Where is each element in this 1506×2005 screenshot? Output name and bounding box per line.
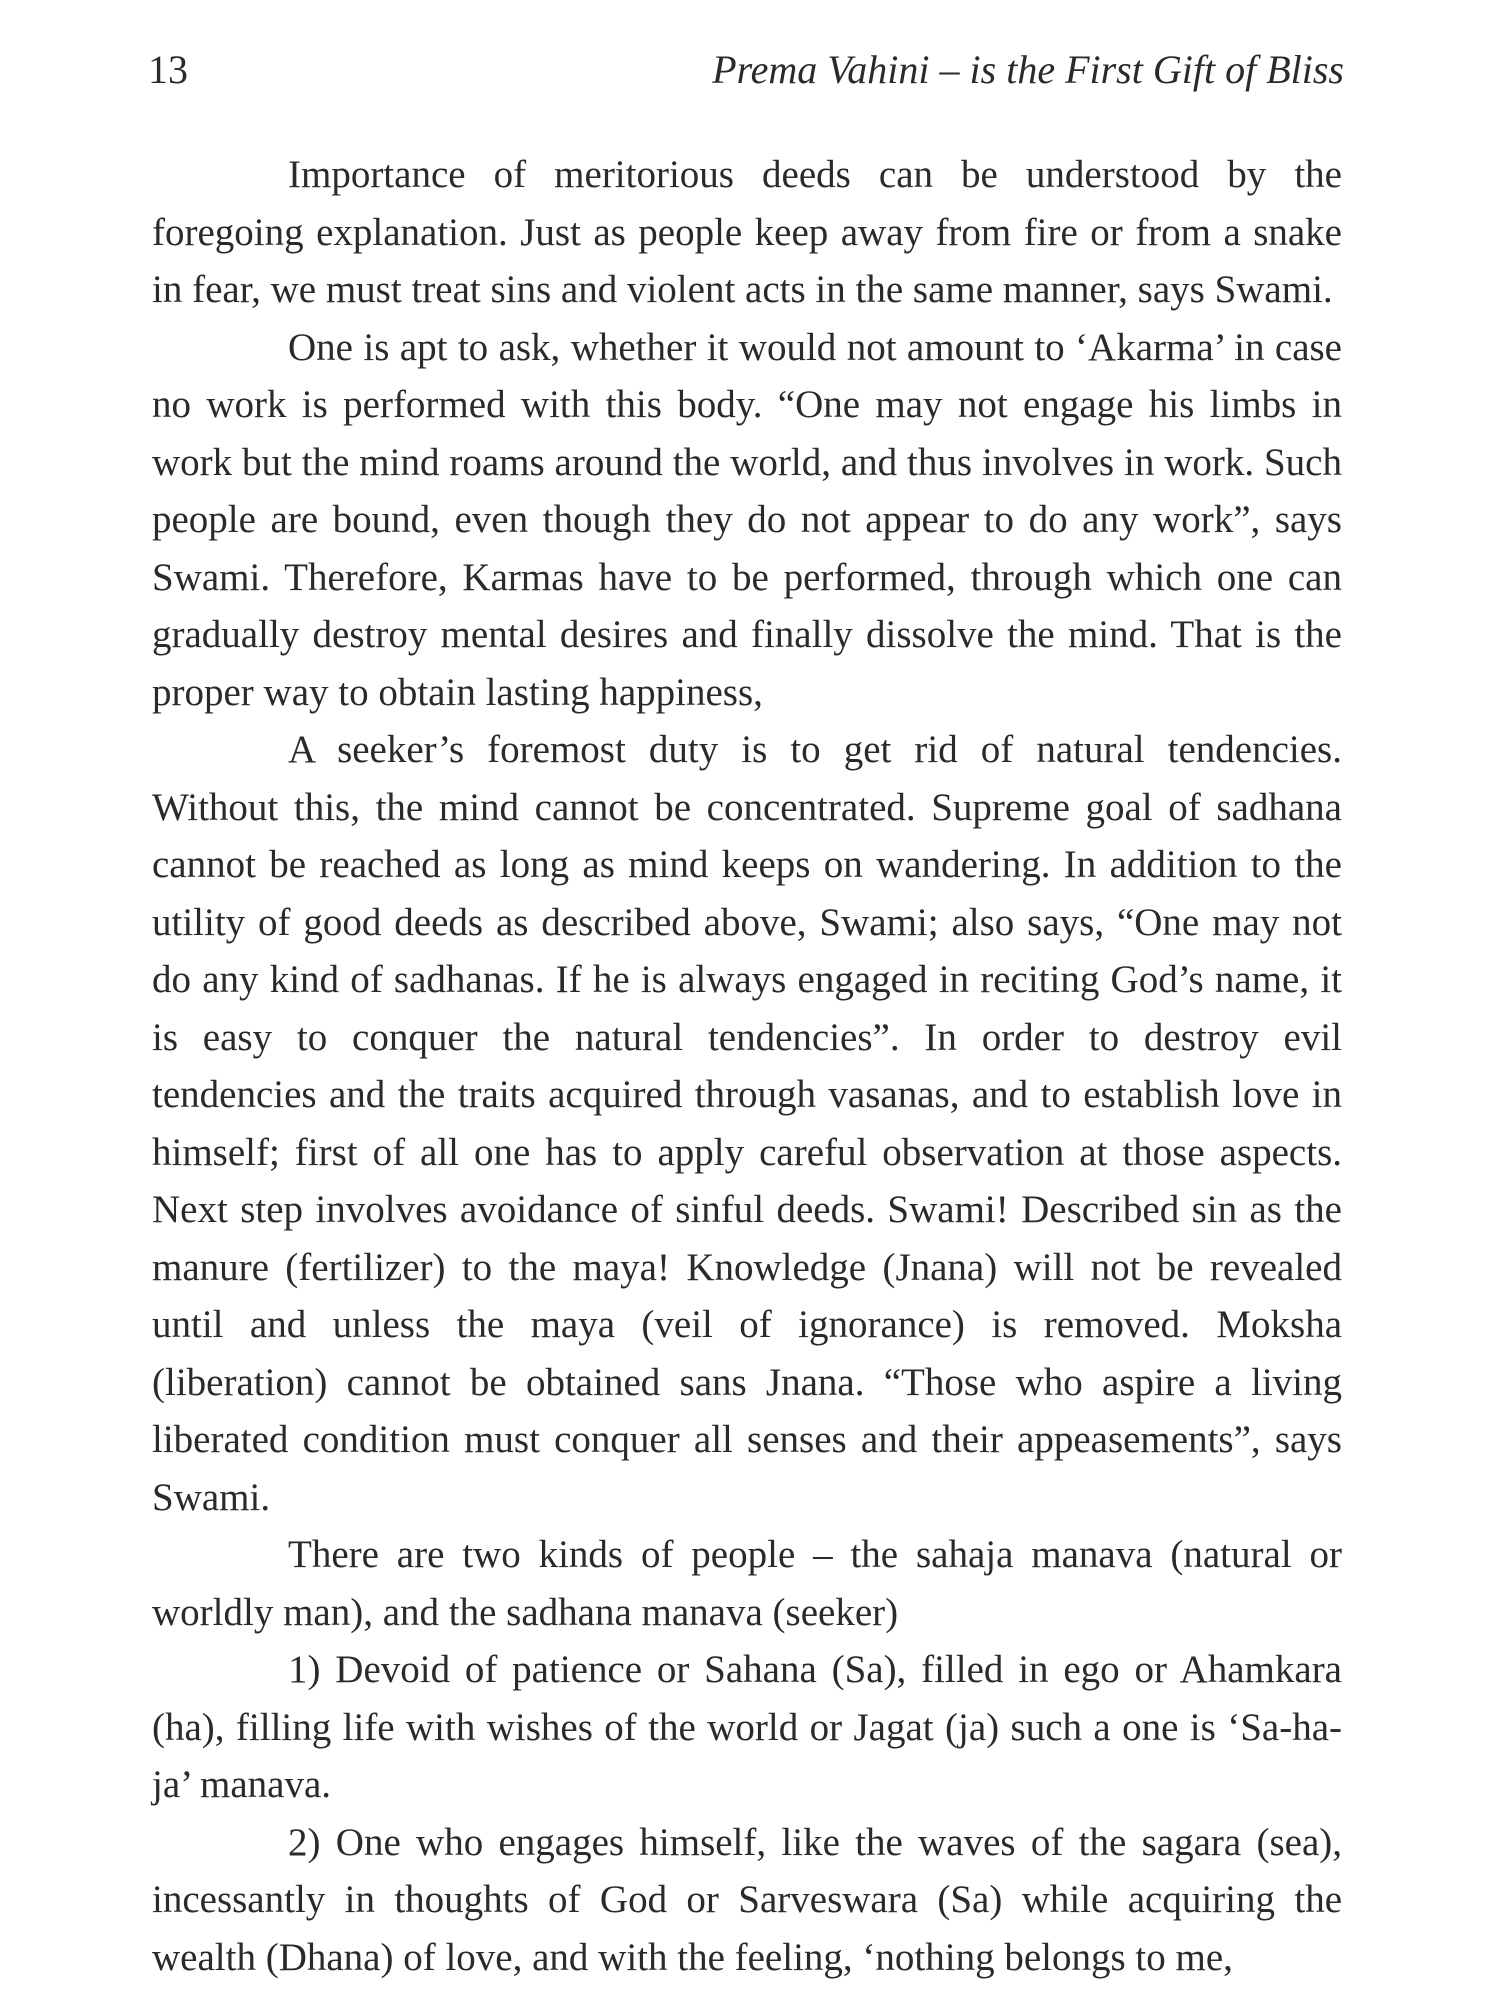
paragraph-sadhana-manava: 2) One who engages himself, like the waves of the sagara (sea), incessantly in thoughts of God or Sarveswara (Sa) while acquiring the wealth (Dhana) of love, and with the feeling, ‘nothing belongs to me, bbox=[152, 1820, 1342, 1979]
paragraph-sahaja-manava: 1) Devoid of patience or Sahana (Sa), filled in ego or Ahamkara (ha), filling life with wishes of the world or Jagat (ja) such a one is ‘Sa-ha-ja’ manava. bbox=[152, 1648, 1342, 1806]
paragraph-akarma: One is apt to ask, whether it would not amount to ‘Akarma’ in case no work is performed with this body. “One may not engage his limbs in work but the mind roams around the world, and thus involves in work. Such people are bound, even though they do not appear to do any work”, says Swami. Therefore, Karmas have to be performed, through which one can gradually destroy mental desires and finally dissolve the mind. That is the proper way to obtain lasting happiness, bbox=[152, 325, 1342, 714]
paragraph-two-kinds: There are two kinds of people – the sahaja manava (natural or worldly man), and the sadhana manava (seeker) bbox=[152, 1533, 1342, 1634]
running-title: Prema Vahini – is the First Gift of Bliss bbox=[712, 47, 1344, 92]
page-header bbox=[148, 40, 1344, 100]
page-number: 13 bbox=[148, 47, 188, 92]
paragraph-seekers-duty: A seeker’s foremost duty is to get rid of natural tendencies. Without this, the mind cannot be concentrated. Supreme goal of sadhana cannot be reached as long as mind keeps on wandering. In addition to the utility of good deeds as described above, Swami; also says, “One may not do any kind of sadhanas. If he is always engaged in reciting God’s name, it is easy to conquer the natural tendencies”. In order to destroy evil tendencies and the traits acquired through vasanas, and to establish love in himself; first of all one has to apply careful observation at those aspects. Next step involves avoidance of sinful deeds. Swami! Described sin as the manure (fertilizer) to the maya! Knowledge (Jnana) will not be revealed until and unless the maya (veil of ignorance) is removed. Moksha (liberation) cannot be obtained sans Jnana. “Those who aspire a living liberated condition must conquer all senses and their appeasements”, says Swami. bbox=[152, 728, 1342, 1519]
body-text bbox=[152, 146, 1342, 1986]
paragraph-meritorious-deeds: Importance of meritorious deeds can be understood by the foregoing explanation. Just as people keep away from fire or from a snake in fear, we must treat sins and violent acts in the same manner, says Swami. bbox=[152, 153, 1342, 311]
